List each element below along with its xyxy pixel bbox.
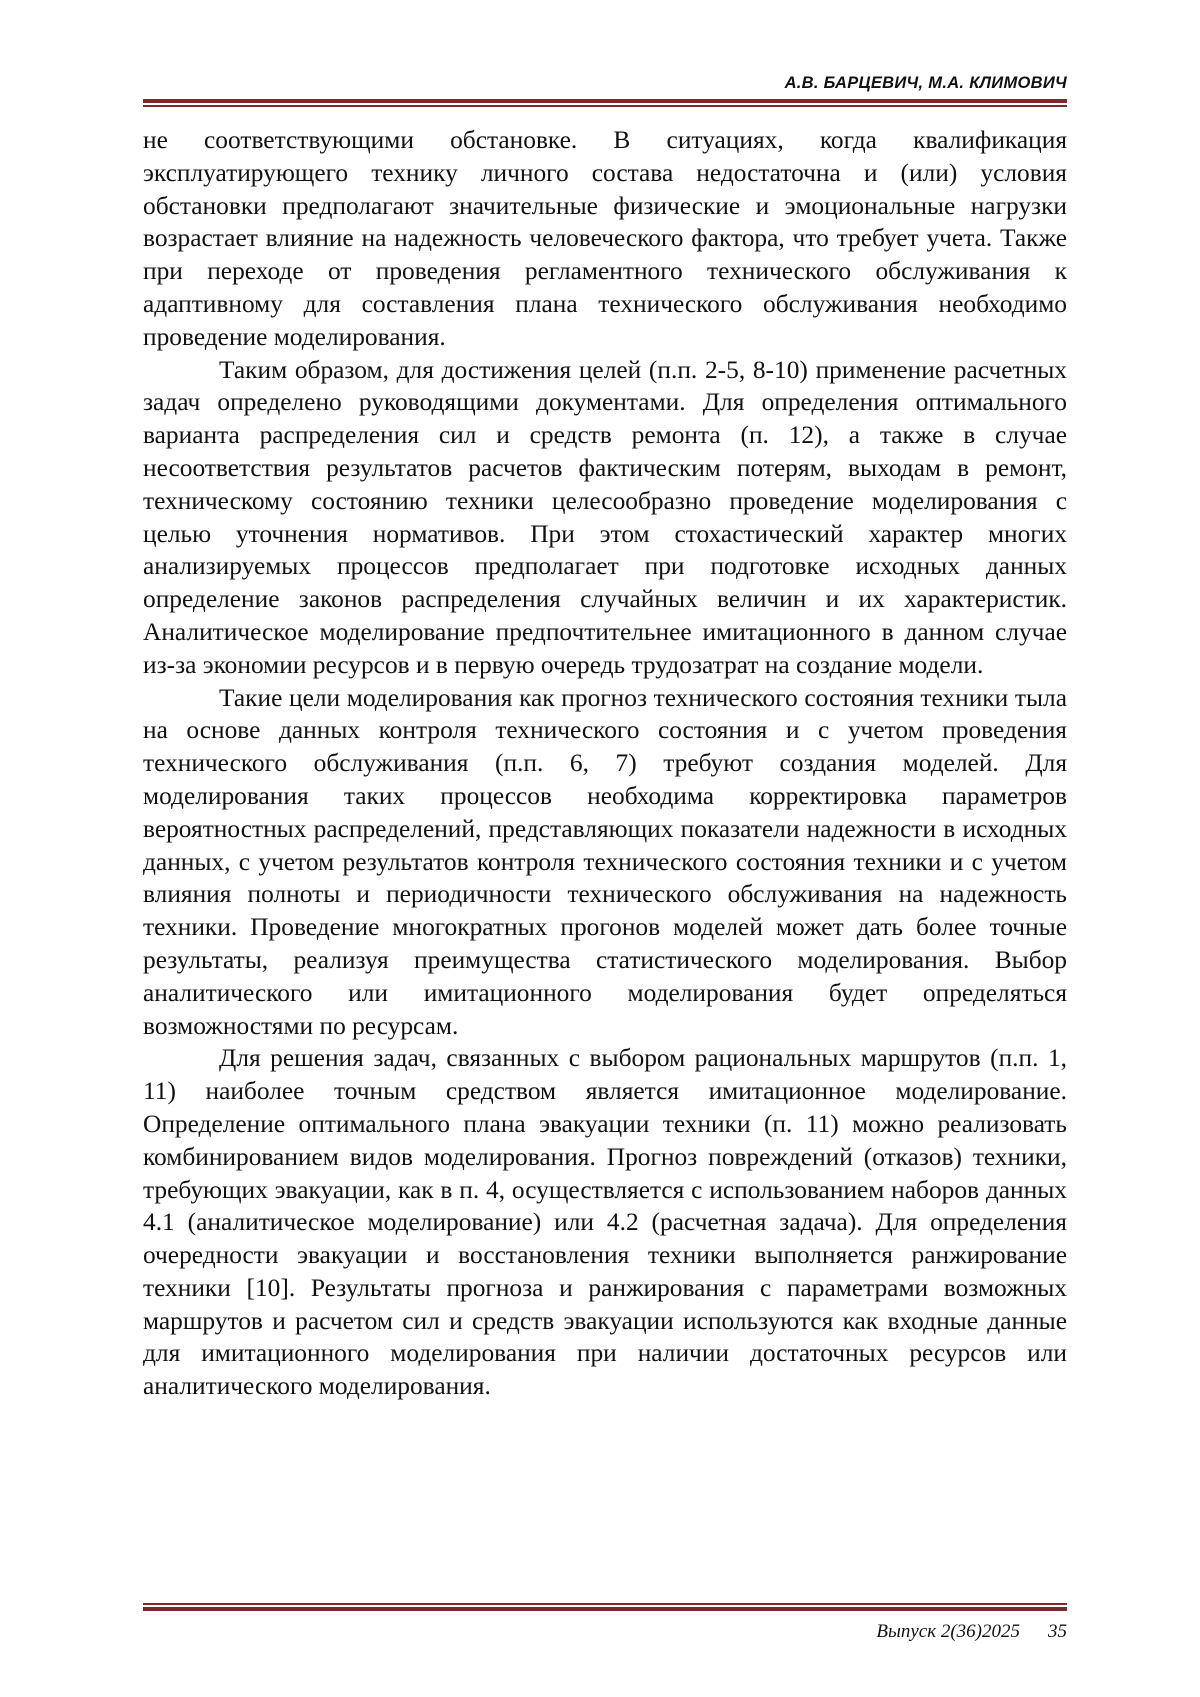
paragraph-4: Для решения задач, связанных с выбором рациональных маршрутов (п.п. 1, 11) наиболее точным средством является имитационное моделирование. Определение оптимального плана эвакуации техники (п. 11) можно реализовать комбинированием видов моделирования. Прогноз повреждений (отказов) техники, требующих эвакуации, как в п. 4, осуществляется с использованием наборов данных 4.1 (аналитическое моделирование) или 4.2 (расчетная задача). Для определения очередности эвакуации и восстановления техники выполняется ранжирование техники [10]. Результаты прогноза и ранжирования с параметрами возможных маршрутов и расчетом сил и средств эвакуации используются как входные данные для имитационного моделирования при наличии достаточных ресурсов или аналитического моделирования.	[143, 1044, 1067, 1401]
page-footer	[143, 1621, 1067, 1643]
issue-label: Выпуск 2(36)2025	[876, 1621, 1020, 1642]
page-number: 35	[1048, 1621, 1067, 1642]
paragraph-2: Таким образом, для достижения целей (п.п. 2-5, 8-10) применение расчетных задач определено руководящими документами. Для определения оптимального варианта распределения сил и средств ремонта (п. 12), а также в случае несоответствия результатов расчетов фактическим потерям, выходам в ремонт, техническому состоянию техники целесообразно проведение моделирования с целью уточнения нормативов. При этом стохастический характер многих анализируемых процессов предполагает при подготовке исходных данных определение законов распределения случайных величин и их характеристик. Аналитическое моделирование предпочтительнее имитационного в данном случае из-за экономии ресурсов и в первую очередь трудозатрат на создание модели.	[143, 355, 1067, 679]
header-divider-thin-line	[143, 105, 1067, 107]
footer-divider	[143, 1603, 1067, 1611]
header-divider	[143, 99, 1067, 107]
running-head-authors: А.В. БАРЦЕВИЧ, М.А. КЛИМОВИЧ	[784, 74, 1067, 92]
article-body	[143, 124, 1067, 1403]
footer-divider-thick-line	[143, 1607, 1067, 1611]
paragraph-1: не соответствующими обстановке. В ситуациях, когда квалификация эксплуатирующего технику личного состава недостаточна и (или) условия обстановки предполагают значительные физические и эмоциональные нагрузки возрастает влияние на надежность человеческого фактора, что требует учета. Также при переходе от проведения регламентного технического обслуживания к адаптивному для составления плана технического обслуживания необходимо проведение моделирования.	[143, 126, 1067, 351]
paragraph-3: Такие цели моделирования как прогноз технического состояния техники тыла на основе данных контроля технического состояния и с учетом проведения технического обслуживания (п.п. 6, 7) требуют создания моделей. Для моделирования таких процессов необходима корректировка параметров вероятностных распределений, представляющих показатели надежности в исходных данных, с учетом результатов контроля технического состояния техники и с учетом влияния полноты и периодичности технического обслуживания на надежность техники. Проведение многократных прогонов моделей может дать более точные результаты, реализуя преимущества статистического моделирования. Выбор аналитического или имитационного моделирования будет определяться возможностями по ресурсам.	[143, 683, 1067, 1040]
